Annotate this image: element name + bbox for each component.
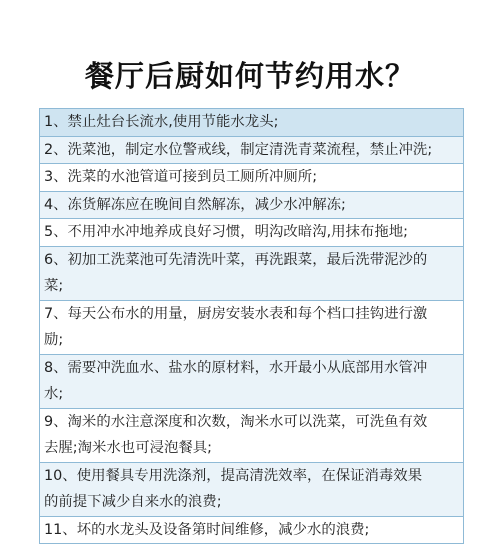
row-text: 10、使用餐具专用洗涤剂，提高清洗效率，在保证消毒效果 <box>44 463 459 490</box>
table-row <box>40 164 463 192</box>
table-row <box>40 247 463 301</box>
row-text: 2、洗菜池，制定水位警戒线，制定清洗青菜流程，禁止冲洗; <box>44 137 459 164</box>
table-row <box>40 463 463 517</box>
page-title: 餐厅后厨如何节约用水？ <box>0 54 500 98</box>
row-text: 4、冻货解冻应在晚间自然解冻，减少水冲解冻; <box>44 192 459 219</box>
row-text-continued: 去腥;淘米水也可浸泡餐具; <box>44 435 459 462</box>
table-row <box>40 355 463 409</box>
water-saving-table <box>39 108 464 544</box>
row-text-continued: 菜; <box>44 273 459 300</box>
row-text: 5、不用冲水冲地养成良好习惯，明沟改暗沟,用抹布拖地; <box>44 219 459 246</box>
row-text: 9、淘米的水注意深度和次数，淘米水可以洗菜，可洗鱼有效 <box>44 409 459 436</box>
table-row <box>40 301 463 355</box>
row-text-continued: 水; <box>44 381 459 408</box>
table-row <box>40 137 463 165</box>
row-text: 8、需要冲洗血水、盐水的原材料，水开最小从底部用水管冲 <box>44 355 459 382</box>
table-row <box>40 219 463 247</box>
table-row <box>40 409 463 463</box>
row-text-continued: 励; <box>44 327 459 354</box>
row-text-continued: 的前提下减少自来水的浪费; <box>44 489 459 516</box>
table-row <box>40 109 463 137</box>
row-text: 1、禁止灶台长流水,使用节能水龙头; <box>44 109 459 136</box>
row-text: 11、坏的水龙头及设备第时间维修，减少水的浪费; <box>44 517 459 544</box>
table-row <box>40 192 463 220</box>
row-text: 6、初加工洗菜池可先清洗叶菜，再洗跟菜，最后洗带泥沙的 <box>44 247 459 274</box>
row-text: 3、洗菜的水池管道可接到员工厕所冲厕所; <box>44 164 459 191</box>
row-text: 7、每天公布水的用量，厨房安装水表和每个档口挂钩进行激 <box>44 301 459 328</box>
